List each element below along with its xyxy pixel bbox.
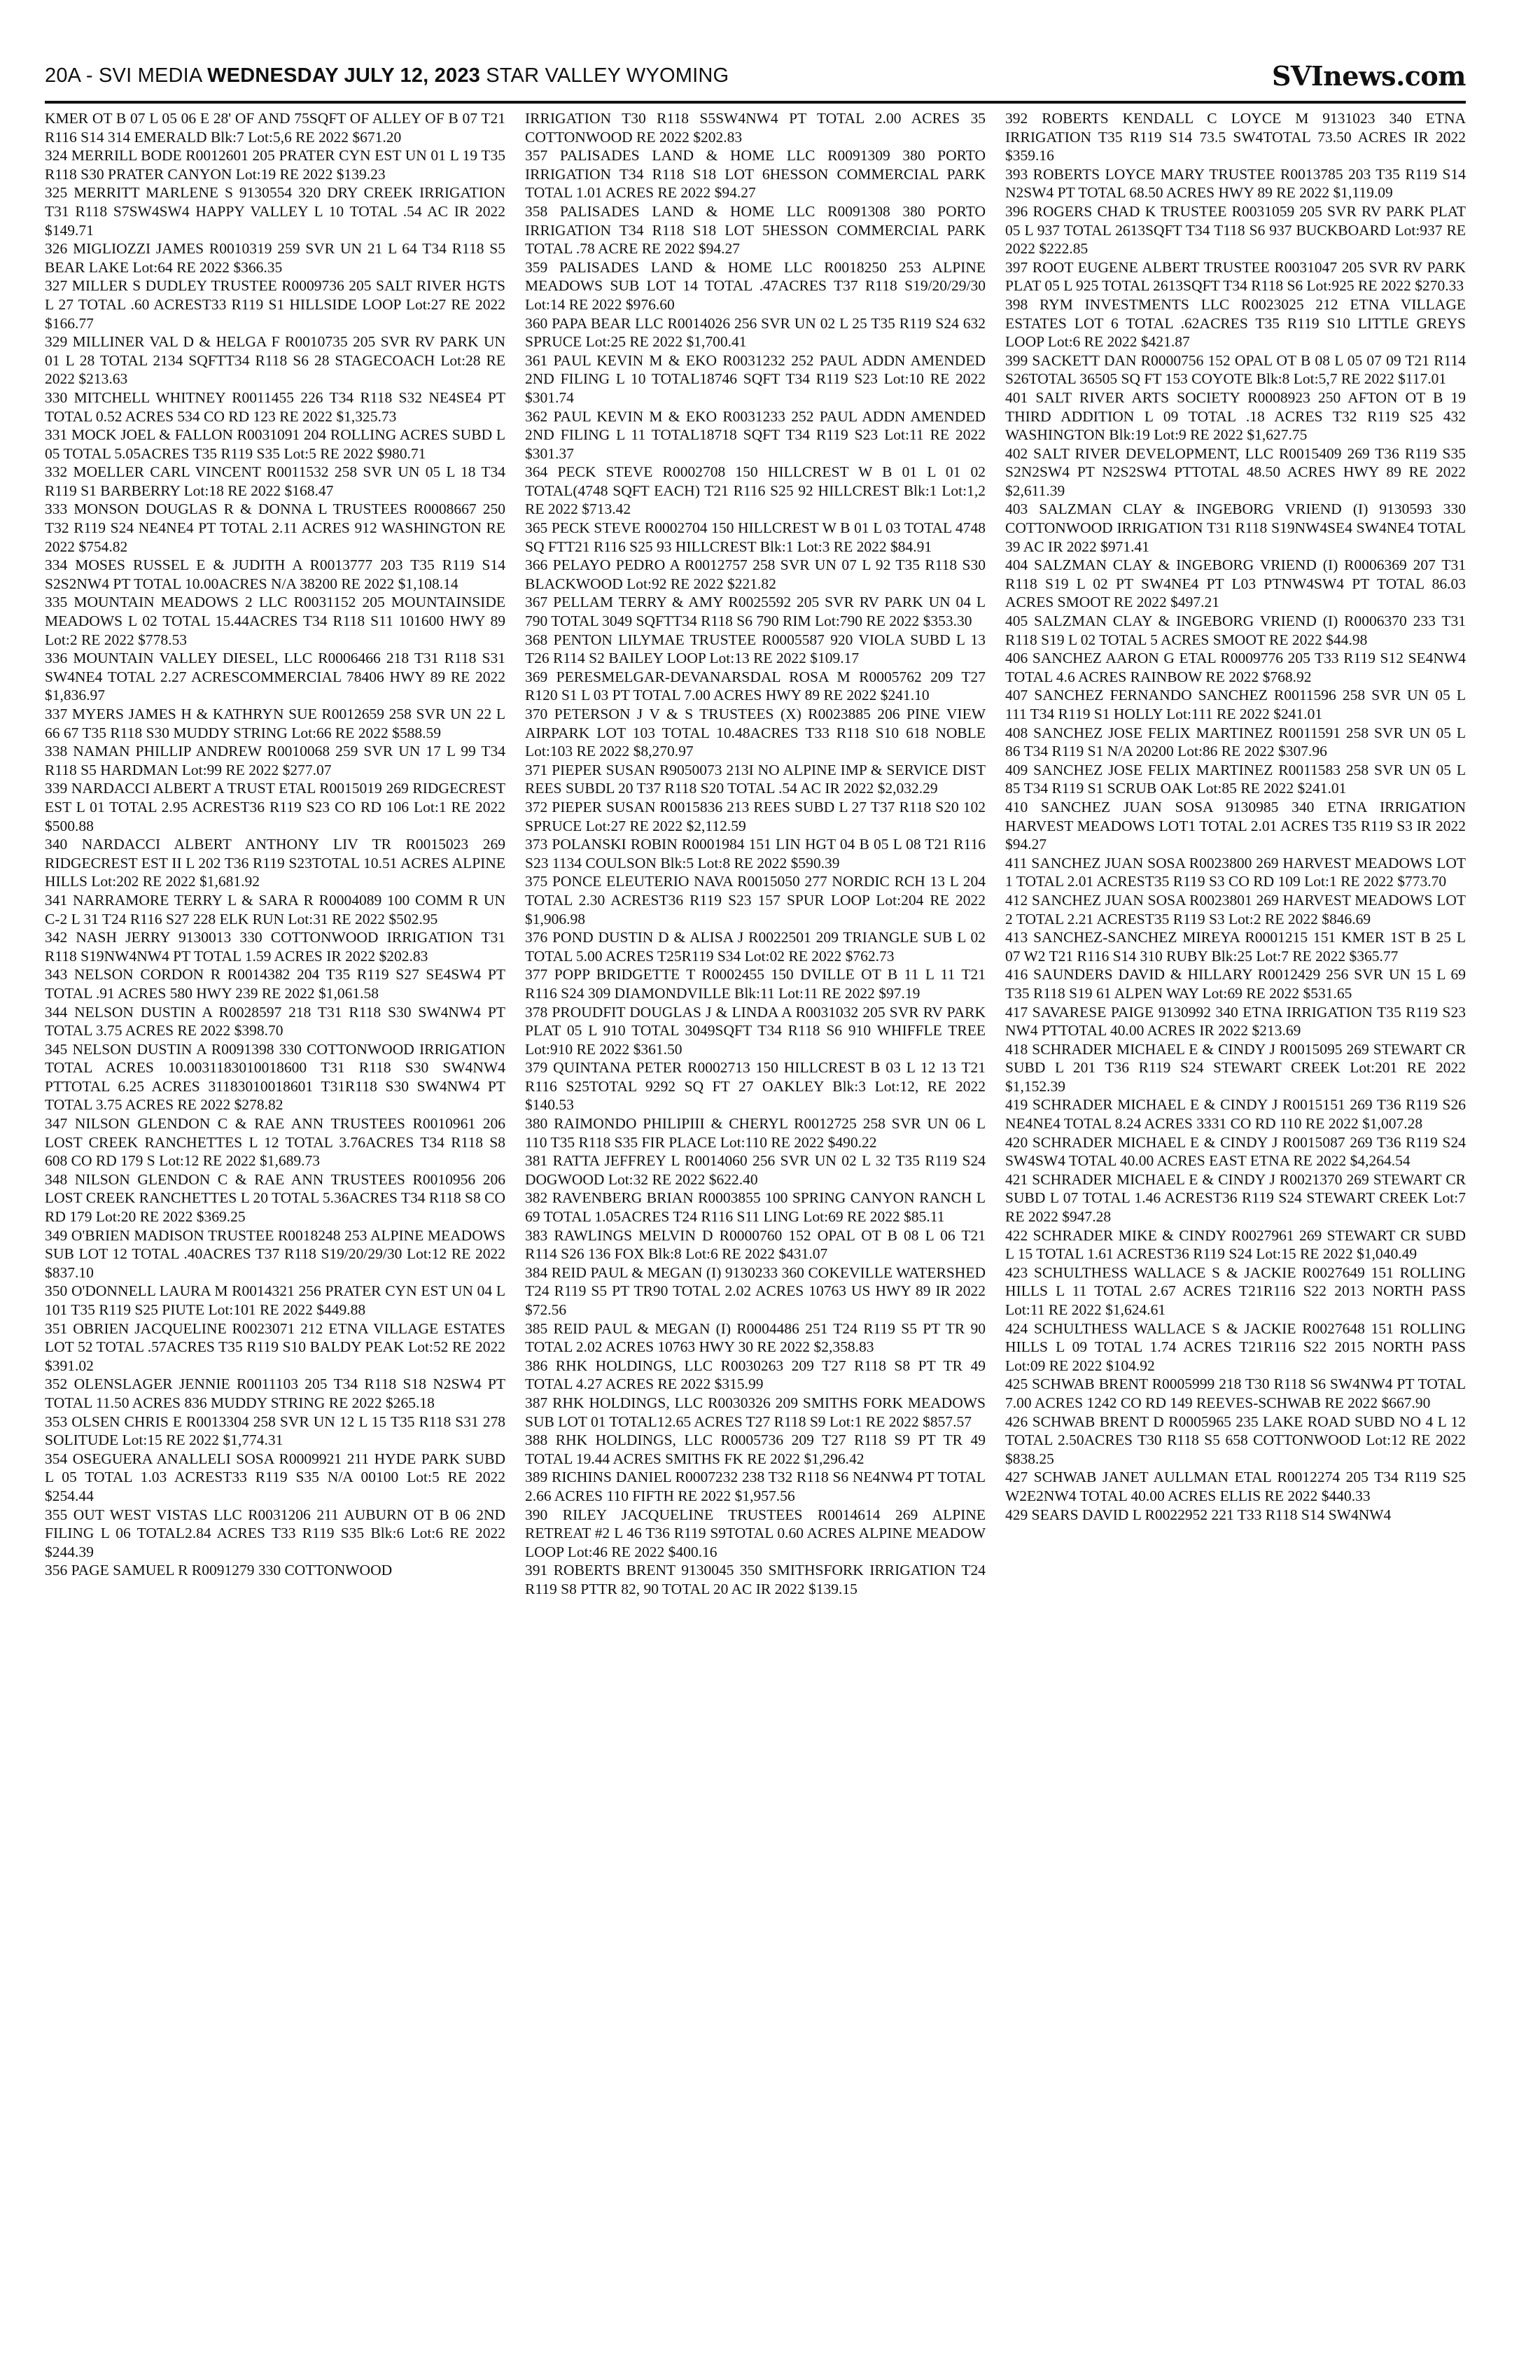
notice-entry: 429 SEARS DAVID L R0022952 221 T33 R118 S14 SW4NW4 [1005,1506,1392,1523]
notice-entry: 362 PAUL KEVIN M & EKO R0031233 252 PAUL ADDN AMENDED 2ND FILING L 11 TOTAL18718 SQFT T34 R119 S23 Lot:11 RE 2022 $301.37 [525,407,986,462]
notice-entry: 353 OLSEN CHRIS E R0013304 258 SVR UN 12 L 15 T35 R118 S31 278 SOLITUDE Lot:15 RE 2022 $1,774.31 [45,1413,505,1449]
notice-entry: 365 PECK STEVE R0002704 150 HILLCREST W B 01 L 03 TOTAL 4748 SQ FTT21 R116 S25 93 HILLCREST Blk:1 Lot:3 RE 2022 $84.91 [525,519,986,555]
notice-entry: 389 RICHINS DANIEL R0007232 238 T32 R118 S6 NE4NW4 PT TOTAL 2.66 ACRES 110 FIFTH RE 2022 $1,957.56 [525,1469,986,1504]
notice-entry: 366 PELAYO PEDRO A R0012757 258 SVR UN 07 L 92 T35 R118 S30 BLACKWOOD Lot:92 RE 2022 $221.82 [525,556,986,592]
notice-entry: 416 SAUNDERS DAVID & HILLARY R0012429 256 SVR UN 15 L 69 T35 R118 S19 61 ALPEN WAY Lot:69 RE 2022 $531.65 [1005,966,1466,1002]
notice-entry: 338 NAMAN PHILLIP ANDREW R0010068 259 SVR UN 17 L 99 T34 R118 S5 HARDMAN Lot:99 RE 2022 $277.07 [45,743,505,778]
notice-entry: 337 MYERS JAMES H & KATHRYN SUE R0012659 258 SVR UN 22 L 66 67 T35 R118 S30 MUDDY STRING Lot:66 RE 2022 $588.59 [45,706,505,741]
notice-entry: 384 REID PAUL & MEGAN (I) 9130233 360 COKEVILLE WATERSHED T24 R119 S5 PT TR90 TOTAL 2.02 ACRES 10763 US HWY 89 IR 2022 $72.56 [525,1264,986,1318]
notice-entry: 397 ROOT EUGENE ALBERT TRUSTEE R0031047 205 SVR RV PARK PLAT 05 L 925 TOTAL 2613SQFT T34 R118 S6 Lot:925 RE 2022 $270.33 [1005,258,1466,295]
notice-entry: 425 SCHWAB BRENT R0005999 218 T30 R118 S6 SW4NW4 PT TOTAL 7.00 ACRES 1242 CO RD 149 REEVES-SCHWAB RE 2022 $667.90 [1005,1376,1466,1411]
notice-entry: 417 SAVARESE PAIGE 9130992 340 ETNA IRRIGATION T35 R119 S23 NW4 PTTOTAL 40.00 ACRES IR 2022 $213.69 [1005,1003,1466,1040]
notice-entry: 355 OUT WEST VISTAS LLC R0031206 211 AUBURN OT B 06 2ND FILING L 06 TOTAL2.84 ACRES T33 R119 S35 Blk:6 Lot:6 RE 2022 $244.39 [45,1506,505,1560]
notice-entry: IRRIGATION T30 R118 S5SW4NW4 PT TOTAL 2.00 ACRES 35 COTTONWOOD RE 2022 $202.83 [525,110,986,146]
notice-entry: 331 MOCK JOEL & FALLON R0031091 204 ROLLING ACRES SUBD L 05 TOTAL 5.05ACRES T35 R119 S35 Lot:5 RE 2022 $980.71 [45,426,505,462]
notice-entry: 352 OLENSLAGER JENNIE R0011103 205 T34 R118 S18 N2SW4 PT TOTAL 11.50 ACRES 836 MUDDY STRING RE 2022 $265.18 [45,1376,505,1411]
notice-entry: 403 SALZMAN CLAY & INGEBORG VRIEND (I) 9130593 330 COTTONWOOD IRRIGATION T31 R118 S19NW4SE4 SW4NE4 TOTAL 39 AC IR 2022 $971.41 [1005,500,1466,555]
header-folio [45,64,729,88]
notice-entry: 419 SCHRADER MICHAEL E & CINDY J R0015151 269 T36 R119 S26 NE4NE4 TOTAL 8.24 ACRES 3331 CO RD 110 RE 2022 $1,007.28 [1005,1096,1466,1133]
notice-entry: 369 PERESMELGAR-DEVANARSDAL ROSA M R0005762 209 T27 R120 S1 L 03 PT TOTAL 7.00 ACRES HWY 89 RE 2022 $241.10 [525,668,986,704]
notice-entry: 336 MOUNTAIN VALLEY DIESEL, LLC R0006466 218 T31 R118 S31 SW4NE4 TOTAL 2.27 ACRESCOMMERCIAL 78406 HWY 89 RE 2022 $1,836.97 [45,650,505,704]
notice-entry: 411 SANCHEZ JUAN SOSA R0023800 269 HARVEST MEADOWS LOT 1 TOTAL 2.01 ACREST35 R119 S3 CO RD 109 Lot:1 RE 2022 $773.70 [1005,854,1466,890]
notice-entry: 330 MITCHELL WHITNEY R0011455 226 T34 R118 S32 NE4SE4 PT TOTAL 0.52 ACRES 534 CO RD 123 RE 2022 $1,325.73 [45,388,505,425]
notice-entry: 402 SALT RIVER DEVELOPMENT, LLC R0015409 269 T36 R119 S35 S2N2SW4 PT N2S2SW4 PTTOTAL 48.50 ACRES HWY 89 RE 2022 $2,611.39 [1005,444,1466,499]
notice-entry: 373 POLANSKI ROBIN R0001984 151 LIN HGT 04 B 05 L 08 T21 R116 S23 1134 COULSON Blk:5 Lot:8 RE 2022 $590.39 [525,836,986,872]
notice-entry: 356 PAGE SAMUEL R R0091279 330 COTTONWOOD [45,1562,393,1579]
notice-entry: 340 NARDACCI ALBERT ANTHONY LIV TR R0015023 269 RIDGECREST EST II L 202 T36 R119 S23TOTAL 10.51 ACRES ALPINE HILLS Lot:202 RE 2022 $1,681.92 [45,836,505,890]
notice-entry: 326 MIGLIOZZI JAMES R0010319 259 SVR UN 21 L 64 T34 R118 S5 BEAR LAKE Lot:64 RE 2022 $366.35 [45,240,505,276]
notice-entry: 399 SACKETT DAN R0000756 152 OPAL OT B 08 L 05 07 09 T21 R114 S26TOTAL 36505 SQ FT 153 COYOTE Blk:8 Lot:5,7 RE 2022 $117.01 [1005,351,1466,388]
notice-entry: 427 SCHWAB JANET AULLMAN ETAL R0012274 205 T34 R119 S25 W2E2NW4 TOTAL 40.00 ACRES ELLIS RE 2022 $440.33 [1005,1469,1466,1504]
notice-entry: 357 PALISADES LAND & HOME LLC R0091309 380 PORTO IRRIGATION T34 R118 S18 LOT 6HESSON COMMERCIAL PARK TOTAL 1.01 ACRES RE 2022 $94.27 [525,147,986,202]
notice-entry: 408 SANCHEZ JOSE FELIX MARTINEZ R0011591 258 SVR UN 05 L 86 T34 R119 S1 N/A 20200 Lot:86 RE 2022 $307.96 [1005,724,1466,760]
notice-entry: 368 PENTON LILYMAE TRUSTEE R0005587 920 VIOLA SUBD L 13 T26 R114 S2 BAILEY LOOP Lot:13 RE 2022 $109.17 [525,631,986,667]
notice-entry: 333 MONSON DOUGLAS R & DONNA L TRUSTEES R0008667 250 T32 R119 S24 NE4NE4 PT TOTAL 2.11 ACRES 912 WASHINGTON RE 2022 $754.82 [45,500,505,555]
notice-entry: 332 MOELLER CARL VINCENT R0011532 258 SVR UN 05 L 18 T34 R119 S1 BARBERRY Lot:18 RE 2022 $168.47 [45,463,505,499]
column-2 [525,109,986,2342]
notice-entry: 329 MILLINER VAL D & HELGA F R0010735 205 SVR RV PARK UN 01 L 28 TOTAL 2134 SQFTT34 R118 S6 28 STAGECOACH Lot:28 RE 2022 $213.63 [45,333,505,388]
issue-date: WEDNESDAY JULY 12, 2023 [207,64,480,87]
notice-entry: 345 NELSON DUSTIN A R0091398 330 COTTONWOOD IRRIGATION TOTAL ACRES 10.0031183010018600 T31 R118 S30 SW4NW4 PTTOTAL 6.25 ACRES 31183010018601 T31R118 S30 SW4NW4 PT TOTAL 3.75 ACRES RE 2022 $278.82 [45,1040,505,1114]
notice-entry: 324 MERRILL BODE R0012601 205 PRATER CYN EST UN 01 L 19 T35 R118 S30 PRATER CANYON Lot:19 RE 2022 $139.23 [45,147,505,183]
notice-entry: 426 SCHWAB BRENT D R0005965 235 LAKE ROAD SUBD NO 4 L 12 TOTAL 2.50ACRES T30 R118 S5 658 COTTONWOOD Lot:12 RE 2022 $838.25 [1005,1413,1466,1467]
site-name: SVInews.com [1271,60,1466,92]
notice-entry: 396 ROGERS CHAD K TRUSTEE R0031059 205 SVR RV PARK PLAT 05 L 937 TOTAL 2613SQFT T34 T118 S6 937 BUCKBOARD Lot:937 RE 2022 $222.85 [1005,202,1466,258]
notice-entry: 421 SCHRADER MICHAEL E & CINDY J R0021370 269 STEWART CR SUBD L 07 TOTAL 1.46 ACREST36 R119 S24 STEWART CREEK Lot:7 RE 2022 $947.28 [1005,1170,1466,1226]
notice-entry: 376 POND DUSTIN D & ALISA J R0022501 209 TRIANGLE SUB L 02 TOTAL 5.00 ACRES T25R119 S34 Lot:02 RE 2022 $762.73 [525,929,986,965]
place-name: STAR VALLEY WYOMING [486,64,729,87]
notice-entry: 401 SALT RIVER ARTS SOCIETY R0008923 250 AFTON OT B 19 THIRD ADDITION L 09 TOTAL .18 ACRES T32 R119 S25 432 WASHINGTON Blk:19 Lot:9 RE 2022 $1,627.75 [1005,388,1466,444]
notice-entry: 372 PIEPER SUSAN R0015836 213 REES SUBD L 27 T37 R118 S20 102 SPRUCE Lot:27 RE 2022 $2,112.59 [525,798,986,834]
notice-entry: 398 RYM INVESTMENTS LLC R0023025 212 ETNA VILLAGE ESTATES LOT 6 TOTAL .62ACRES T35 R119 S10 LITTLE GREYS LOOP Lot:6 RE 2022 $421.87 [1005,295,1466,351]
folio-separator: - [85,64,99,87]
notice-entry: 327 MILLER S DUDLEY TRUSTEE R0009736 205 SALT RIVER HGTS L 27 TOTAL .60 ACREST33 R119 S1 HILLSIDE LOOP Lot:27 RE 2022 $166.77 [45,277,505,332]
notice-entry: 348 NILSON GLENDON C & RAE ANN TRUSTEES R0010956 206 LOST CREEK RANCHETTES L 20 TOTAL 5.36ACRES T34 R118 S8 CO RD 179 Lot:20 RE 2022 $369.25 [45,1170,505,1226]
notice-entry: 380 RAIMONDO PHILIPIII & CHERYL R0012725 258 SVR UN 06 L 110 T35 R118 S35 FIR PLACE Lot:110 RE 2022 $490.22 [525,1115,986,1151]
notice-entry: 358 PALISADES LAND & HOME LLC R0091308 380 PORTO IRRIGATION T34 R118 S18 LOT 5HESSON COMMERCIAL PARK TOTAL .78 ACRE RE 2022 $94.27 [525,202,986,258]
notice-entry: 354 OSEGUERA ANALLELI SOSA R0009921 211 HYDE PARK SUBD L 05 TOTAL 1.03 ACREST33 R119 S35 N/A 00100 Lot:5 RE 2022 $254.44 [45,1450,505,1504]
notice-entry: 422 SCHRADER MIKE & CINDY R0027961 269 STEWART CR SUBD L 15 TOTAL 1.61 ACREST36 R119 S24 Lot:15 RE 2022 $1,040.49 [1005,1226,1466,1263]
notice-entry: 378 PROUDFIT DOUGLAS J & LINDA A R0031032 205 SVR RV PARK PLAT 05 L 910 TOTAL 3049SQFT T34 R118 S6 910 WHIFFLE TREE Lot:910 RE 2022 $361.50 [525,1003,986,1058]
column-1 [45,109,505,2342]
notice-entry: 386 RHK HOLDINGS, LLC R0030263 209 T27 R118 S8 PT TR 49 TOTAL 4.27 ACRES RE 2022 $315.99 [525,1357,986,1393]
notice-entry: 420 SCHRADER MICHAEL E & CINDY J R0015087 269 T36 R119 S24 SW4SW4 TOTAL 40.00 ACRES EAST ETNA RE 2022 $4,264.54 [1005,1133,1466,1170]
notice-entry: 392 ROBERTS KENDALL C LOYCE M 9131023 340 ETNA IRRIGATION T35 R119 S14 73.5 SW4TOTAL 73.50 ACRES IR 2022 $359.16 [1005,110,1466,164]
notice-entry: 406 SANCHEZ AARON G ETAL R0009776 205 T33 R119 S12 SE4NW4 TOTAL 4.6 ACRES RAINBOW RE 2022 $768.92 [1005,650,1466,685]
notice-entry: 409 SANCHEZ JOSE FELIX MARTINEZ R0011583 258 SVR UN 05 L 85 T34 R119 S1 SCRUB OAK Lot:85 RE 2022 $241.01 [1005,761,1466,797]
newspaper-page [45,59,1466,2355]
notice-entry: 381 RATTA JEFFREY L R0014060 256 SVR UN 02 L 32 T35 R119 S24 DOGWOOD Lot:32 RE 2022 $622.40 [525,1152,986,1188]
notice-entry: 412 SANCHEZ JUAN SOSA R0023801 269 HARVEST MEADOWS LOT 2 TOTAL 2.21 ACREST35 R119 S3 Lot:2 RE 2022 $846.69 [1005,891,1466,927]
notice-entry: 410 SANCHEZ JUAN SOSA 9130985 340 ETNA IRRIGATION HARVEST MEADOWS LOT1 TOTAL 2.01 ACRES T35 R119 S3 IR 2022 $94.27 [1005,798,1466,853]
notice-entry: 424 SCHULTHESS WALLACE S & JACKIE R0027648 151 ROLLING HILLS L 09 TOTAL 1.74 ACRES T21R116 S22 2015 NORTH PASS Lot:09 RE 2022 $104.92 [1005,1320,1466,1374]
notice-entry: 335 MOUNTAIN MEADOWS 2 LLC R0031152 205 MOUNTAINSIDE MEADOWS L 02 TOTAL 15.44ACRES T34 R118 S11 101600 HWY 89 Lot:2 RE 2022 $778.53 [45,594,505,648]
notice-entry: 371 PIEPER SUSAN R9050073 213I NO ALPINE IMP & SERVICE DIST REES SUBDL 20 T37 R118 S20 TOTAL .54 AC IR 2022 $2,032.29 [525,761,986,797]
notice-entry: 367 PELLAM TERRY & AMY R0025592 205 SVR RV PARK UN 04 L 790 TOTAL 3049 SQFTT34 R118 S6 790 RIM Lot:790 RE 2022 $353.30 [525,594,986,630]
notice-entry: 390 RILEY JACQUELINE TRUSTEES R0014614 269 ALPINE RETREAT #2 L 46 T36 R119 S9TOTAL 0.60 ACRES ALPINE MEADOW LOOP Lot:46 RE 2022 $400.16 [525,1506,986,1560]
notice-entry: 341 NARRAMORE TERRY L & SARA R R0004089 100 COMM R UN C-2 L 31 T24 R116 S27 228 ELK RUN Lot:31 RE 2022 $502.95 [45,891,505,927]
notice-entry: 375 PONCE ELEUTERIO NAVA R0015050 277 NORDIC RCH 13 L 204 TOTAL 2.30 ACREST36 R119 S23 157 SPUR LOOP Lot:204 RE 2022 $1,906.98 [525,873,986,927]
notice-entry: 388 RHK HOLDINGS, LLC R0005736 209 T27 R118 S9 PT TR 49 TOTAL 19.44 ACRES SMITHS FK RE 2022 $1,296.42 [525,1432,986,1467]
notice-entry: 343 NELSON CORDON R R0014382 204 T35 R119 S27 SE4SW4 PT TOTAL .91 ACRES 580 HWY 239 RE 2022 $1,061.58 [45,966,505,1002]
section-number: 20A [45,64,80,87]
notice-entry: 361 PAUL KEVIN M & EKO R0031232 252 PAUL ADDN AMENDED 2ND FILING L 10 TOTAL18746 SQFT T34 R119 S23 Lot:10 RE 2022 $301.74 [525,351,986,406]
notice-entry: 359 PALISADES LAND & HOME LLC R0018250 253 ALPINE MEADOWS SUB LOT 14 TOTAL .47ACRES T37 R118 S19/20/29/30 Lot:14 RE 2022 $976.60 [525,258,986,313]
legal-notice-columns [45,109,1466,2342]
notice-entry: 385 REID PAUL & MEGAN (I) R0004486 251 T24 R119 S5 PT TR 90 TOTAL 2.02 ACRES 10763 HWY 30 RE 2022 $2,358.83 [525,1320,986,1356]
notice-entry: 391 ROBERTS BRENT 9130045 350 SMITHSFORK IRRIGATION T24 R119 S8 PTTR 82, 90 TOTAL 20 AC IR 2022 $139.15 [525,1562,986,1597]
notice-entry: 349 O'BRIEN MADISON TRUSTEE R0018248 253 ALPINE MEADOWS SUB LOT 12 TOTAL .40ACRES T37 R118 S19/20/29/30 Lot:12 RE 2022 $837.10 [45,1226,505,1281]
page-header [45,59,1466,104]
notice-entry: 342 NASH JERRY 9130013 330 COTTONWOOD IRRIGATION T31 R118 S19NW4NW4 PT TOTAL 1.59 ACRES IR 2022 $202.83 [45,929,505,965]
notice-entry: 404 SALZMAN CLAY & INGEBORG VRIEND (I) R0006369 207 T31 R118 S19 L 02 PT SW4NE4 PT L03 PTNW4SW4 PT TOTAL 86.03 ACRES SMOOT RE 2022 $497.21 [1005,556,1466,611]
notice-entry: 325 MERRITT MARLENE S 9130554 320 DRY CREEK IRRIGATION T31 R118 S7SW4SW4 HAPPY VALLEY L 10 TOTAL .54 AC IR 2022 $149.71 [45,184,505,239]
publisher-name: SVI MEDIA [99,64,202,87]
notice-entry: 370 PETERSON J V & S TRUSTEES (X) R0023885 206 PINE VIEW AIRPARK LOT 103 TOTAL 10.48ACRES T33 R118 S10 618 NOBLE Lot:103 RE 2022 $8,270.97 [525,706,986,760]
notice-entry: 334 MOSES RUSSEL E & JUDITH A R0013777 203 T35 R119 S14 S2S2NW4 PT TOTAL 10.00ACRES N/A 38200 RE 2022 $1,108.14 [45,556,505,592]
notice-entry: 350 O'DONNELL LAURA M R0014321 256 PRATER CYN EST UN 04 L 101 T35 R119 S25 PIUTE Lot:101 RE 2022 $449.88 [45,1282,505,1318]
notice-entry: 413 SANCHEZ-SANCHEZ MIREYA R0001215 151 KMER 1ST B 25 L 07 W2 T21 R116 S14 310 RUBY Blk:25 Lot:7 RE 2022 $365.77 [1005,929,1466,965]
notice-entry: 393 ROBERTS LOYCE MARY TRUSTEE R0013785 203 T35 R119 S14 N2SW4 PT TOTAL 68.50 ACRES HWY 89 RE 2022 $1,119.09 [1005,165,1466,202]
notice-entry: 377 POPP BRIDGETTE T R0002455 150 DVILLE OT B 11 L 11 T21 R116 S24 309 DIAMONDVILLE Blk:11 Lot:11 RE 2022 $97.19 [525,966,986,1002]
notice-entry: 383 RAWLINGS MELVIN D R0000760 152 OPAL OT B 08 L 06 T21 R114 S26 136 FOX Blk:8 Lot:6 RE 2022 $431.07 [525,1226,986,1263]
notice-entry: KMER OT B 07 L 05 06 E 28' OF AND 75SQFT OF ALLEY OF B 07 T21 R116 S14 314 EMERALD Blk:7 Lot:5,6 RE 2022 $671.20 [45,110,505,146]
column-3 [1005,109,1466,2342]
notice-entry: 360 PAPA BEAR LLC R0014026 256 SVR UN 02 L 25 T35 R119 S24 632 SPRUCE Lot:25 RE 2022 $1,700.41 [525,314,986,351]
notice-entry: 423 SCHULTHESS WALLACE S & JACKIE R0027649 151 ROLLING HILLS L 11 TOTAL 2.67 ACRES T21R116 S22 2013 NORTH PASS Lot:11 RE 2022 $1,624.61 [1005,1264,1466,1318]
notice-entry: 379 QUINTANA PETER R0002713 150 HILLCREST B 03 L 12 13 T21 R116 S25TOTAL 9292 SQ FT 27 OAKLEY Blk:3 Lot:12, RE 2022 $140.53 [525,1059,986,1114]
notice-entry: 418 SCHRADER MICHAEL E & CINDY J R0015095 269 STEWART CR SUBD L 201 T36 R119 S24 STEWART CREEK Lot:201 RE 2022 $1,152.39 [1005,1040,1466,1095]
notice-entry: 347 NILSON GLENDON C & RAE ANN TRUSTEES R0010961 206 LOST CREEK RANCHETTES L 12 TOTAL 3.76ACRES T34 R118 S8 608 CO RD 179 S Lot:12 RE 2022 $1,689.73 [45,1115,505,1170]
notice-entry: 339 NARDACCI ALBERT A TRUST ETAL R0015019 269 RIDGECREST EST L 01 TOTAL 2.95 ACREST36 R119 S23 CO RD 106 Lot:1 RE 2022 $500.88 [45,780,505,834]
notice-entry: 344 NELSON DUSTIN A R0028597 218 T31 R118 S30 SW4NW4 PT TOTAL 3.75 ACRES RE 2022 $398.70 [45,1003,505,1040]
notice-entry: 387 RHK HOLDINGS, LLC R0030326 209 SMITHS FORK MEADOWS SUB LOT 01 TOTAL12.65 ACRES T27 R118 S9 Lot:1 RE 2022 $857.57 [525,1394,986,1430]
notice-entry: 364 PECK STEVE R0002708 150 HILLCREST W B 01 L 01 02 TOTAL(4748 SQFT EACH) T21 R116 S25 92 HILLCREST Blk:1 Lot:1,2 RE 2022 $713.42 [525,463,986,518]
notice-entry: 382 RAVENBERG BRIAN R0003855 100 SPRING CANYON RANCH L 69 TOTAL 1.05ACRES T24 R116 S11 LING Lot:69 RE 2022 $85.11 [525,1189,986,1226]
notice-entry: 405 SALZMAN CLAY & INGEBORG VRIEND (I) R0006370 233 T31 R118 S19 L 02 TOTAL 5 ACRES SMOOT RE 2022 $44.98 [1005,612,1466,648]
notice-entry: 407 SANCHEZ FERNANDO SANCHEZ R0011596 258 SVR UN 05 L 111 T34 R119 S1 HOLLY Lot:111 RE 2022 $241.01 [1005,687,1466,722]
notice-entry: 351 OBRIEN JACQUELINE R0023071 212 ETNA VILLAGE ESTATES LOT 52 TOTAL .57ACRES T35 R119 S10 BALDY PEAK Lot:52 RE 2022 $391.02 [45,1320,505,1374]
